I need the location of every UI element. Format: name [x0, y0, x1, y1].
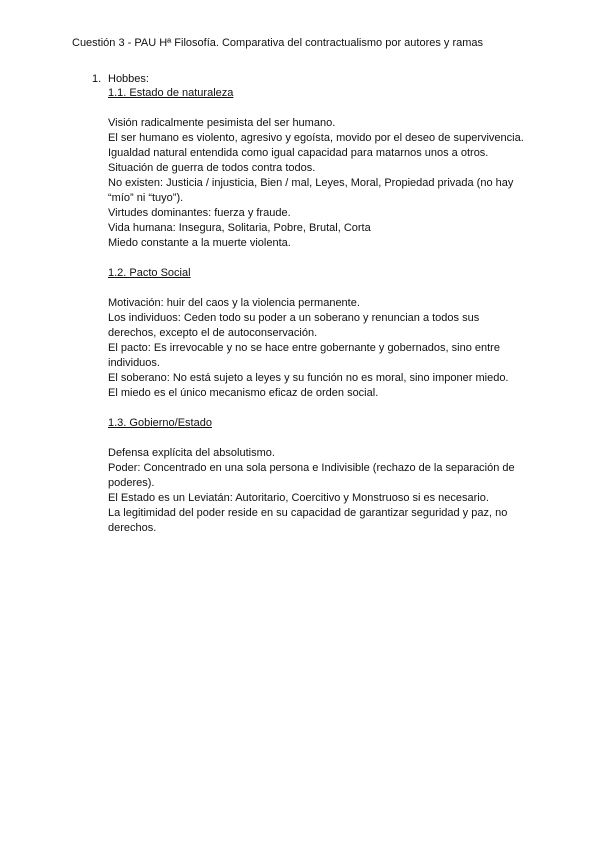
paragraph: El pacto: Es irrevocable y no se hace entre gobernante y gobernados, sino entre individuos.	[108, 342, 500, 369]
list-number: 1.	[92, 73, 102, 85]
section-heading: 1.1. Estado de naturaleza	[108, 87, 234, 99]
spacer	[108, 101, 528, 116]
paragraph: El ser humano es violento, agresivo y egoísta, movido por el deseo de supervivencia.	[108, 132, 524, 144]
paragraph: Situación de guerra de todos contra todos.	[108, 162, 316, 174]
paragraph: El miedo es el único mecanismo eficaz de orden social.	[108, 387, 379, 399]
paragraph: Defensa explícita del absolutismo.	[108, 447, 275, 459]
paragraph: La legitimidad del poder reside en su capacidad de garantizar seguridad y paz, no derechos.	[108, 507, 508, 534]
spacer	[108, 251, 528, 266]
paragraph: Igualdad natural entendida como igual capacidad para matarnos unos a otros.	[108, 147, 489, 159]
document-title: Cuestión 3 - PAU Hª Filosofía. Comparativa del contractualismo por autores y ramas	[72, 37, 484, 49]
paragraph: Motivación: huir del caos y la violencia permanente.	[108, 297, 360, 309]
paragraph: Vida humana: Insegura, Solitaria, Pobre, Brutal, Corta	[108, 222, 371, 234]
paragraph: Los individuos: Ceden todo su poder a un soberano y renuncian a todos sus derechos, excepto el de autoconservación.	[108, 312, 480, 339]
list-item-hobbes	[92, 72, 149, 87]
spacer	[108, 281, 528, 296]
paragraph: Visión radicalmente pesimista del ser humano.	[108, 117, 336, 129]
section-pacto-social	[108, 266, 528, 401]
paragraph: Poder: Concentrado en una sola persona e Indivisible (rechazo de la separación de poderes).	[108, 462, 515, 489]
paragraph: Miedo constante a la muerte violenta.	[108, 237, 291, 249]
section-heading: 1.3. Gobierno/Estado	[108, 417, 212, 429]
section-gobierno-estado	[108, 416, 528, 536]
document-body	[108, 86, 528, 536]
section-estado-naturaleza	[108, 86, 528, 251]
section-heading: 1.2. Pacto Social	[108, 267, 191, 279]
paragraph: El soberano: No está sujeto a leyes y su función no es moral, sino imponer miedo.	[108, 372, 509, 384]
paragraph: Virtudes dominantes: fuerza y fraude.	[108, 207, 291, 219]
paragraph: No existen: Justicia / injusticia, Bien / mal, Leyes, Moral, Propiedad privada (no hay “mío” ni “tuyo”).	[108, 177, 514, 204]
paragraph: El Estado es un Leviatán: Autoritario, Coercitivo y Monstruoso si es necesario.	[108, 492, 489, 504]
list-label: Hobbes:	[108, 73, 149, 85]
spacer	[108, 401, 528, 416]
spacer	[108, 431, 528, 446]
